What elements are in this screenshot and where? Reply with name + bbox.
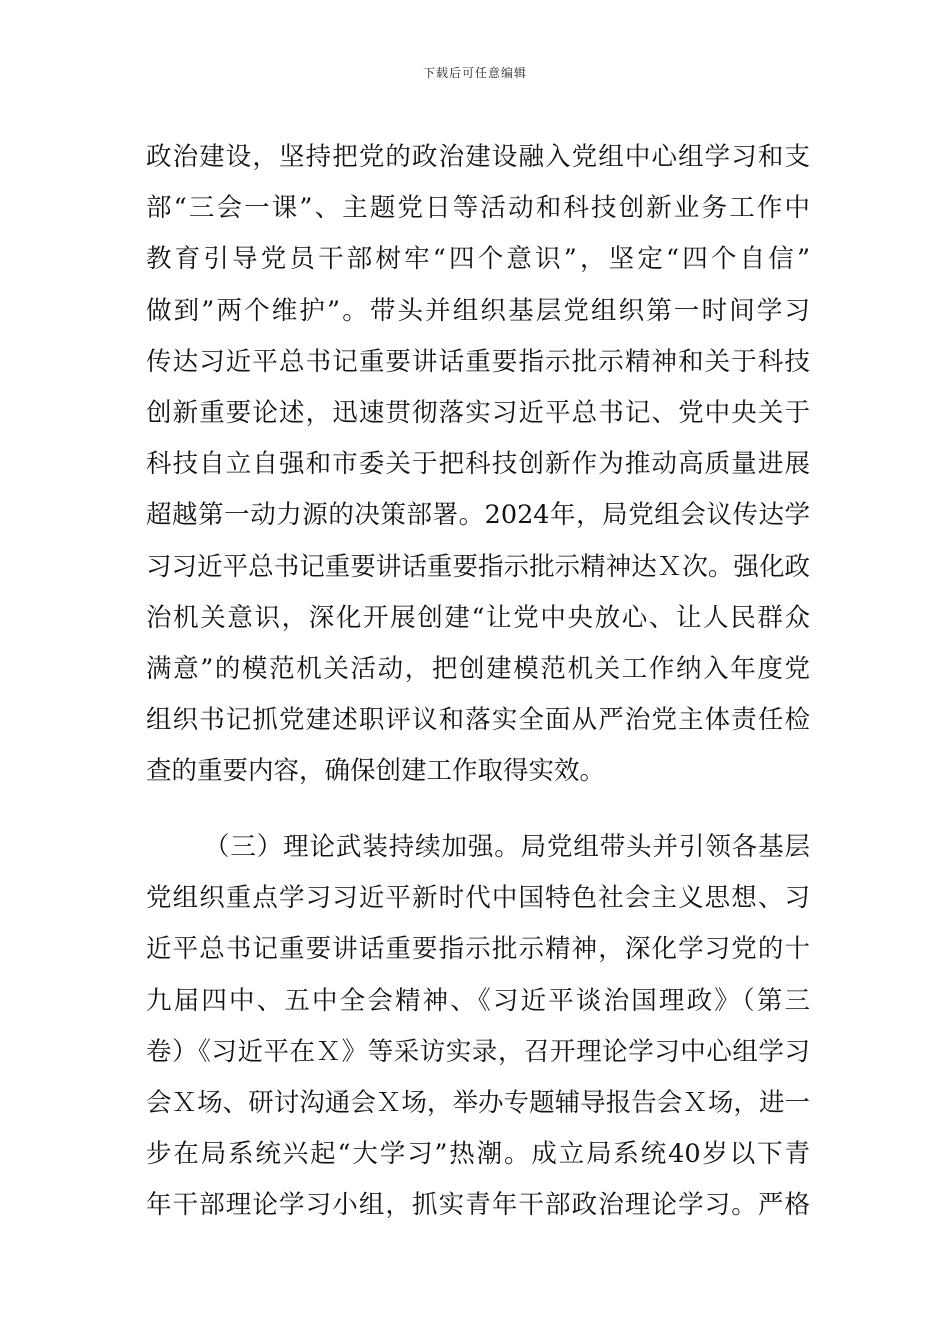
text-line: 党组织重点学习习近平新时代中国特色社会主义思想、习: [146, 883, 810, 914]
text-line: 查的重要内容，确保创建工作取得实效。: [146, 756, 606, 787]
text-line: 年干部理论学习小组，抓实青年干部政治理论学习。严格: [146, 1190, 810, 1221]
text-line: 满意”的模范机关活动，把创建模范机关工作纳入年度党: [146, 653, 810, 684]
text-line: 超越第一动力源的决策部署。2024年，局党组会议传达学: [146, 500, 810, 531]
text-line: 组织书记抓党建述职评议和落实全面从严治党主体责任检: [146, 705, 810, 736]
text-line: 做到”两个维护”。带头并组织基层党组织第一时间学习: [146, 295, 810, 326]
text-line: （三）理论武装持续加强。局党组带头并引领各基层: [204, 832, 810, 862]
text-line: 部“三会一课”、主题党日等活动和科技创新业务工作中: [146, 193, 810, 224]
text-line: 会Ｘ场、研讨沟通会Ｘ场，举办专题辅导报告会Ｘ场，进一: [146, 1087, 810, 1118]
paragraph-theory-study: [146, 822, 810, 1232]
text-line: 九届四中、五中全会精神、《习近平谈治国理政》（第三: [146, 985, 810, 1016]
text-line: 教育引导党员干部树牢“四个意识”，坚定“四个自信”: [146, 244, 810, 275]
text-line: 科技自立自强和市委关于把科技创新作为推动高质量进展: [146, 449, 810, 480]
page-header: 下载后可任意编辑: [422, 66, 527, 80]
text-line: 卷）《习近平在Ｘ》等采访实录，召开理论学习中心组学习: [146, 1036, 810, 1067]
text-line: 步在局系统兴起“大学习”热潮。成立局系统40岁以下青: [146, 1139, 810, 1170]
text-line: 治机关意识，深化开展创建“让党中央放心、让人民群众: [146, 602, 810, 633]
text-line: 习习近平总书记重要讲话重要指示批示精神达Ｘ次。强化政: [146, 551, 810, 582]
paragraph-political-building: [146, 132, 810, 797]
text-line: 传达习近平总书记重要讲话重要指示批示精神和关于科技: [146, 346, 810, 377]
text-line: 政治建设，坚持把党的政治建设融入党组中心组学习和支: [146, 142, 810, 172]
text-line: 创新重要论述，迅速贯彻落实习近平总书记、党中央关于: [146, 397, 810, 428]
text-line: 近平总书记重要讲话重要指示批示精神，深化学习党的十: [146, 934, 810, 965]
